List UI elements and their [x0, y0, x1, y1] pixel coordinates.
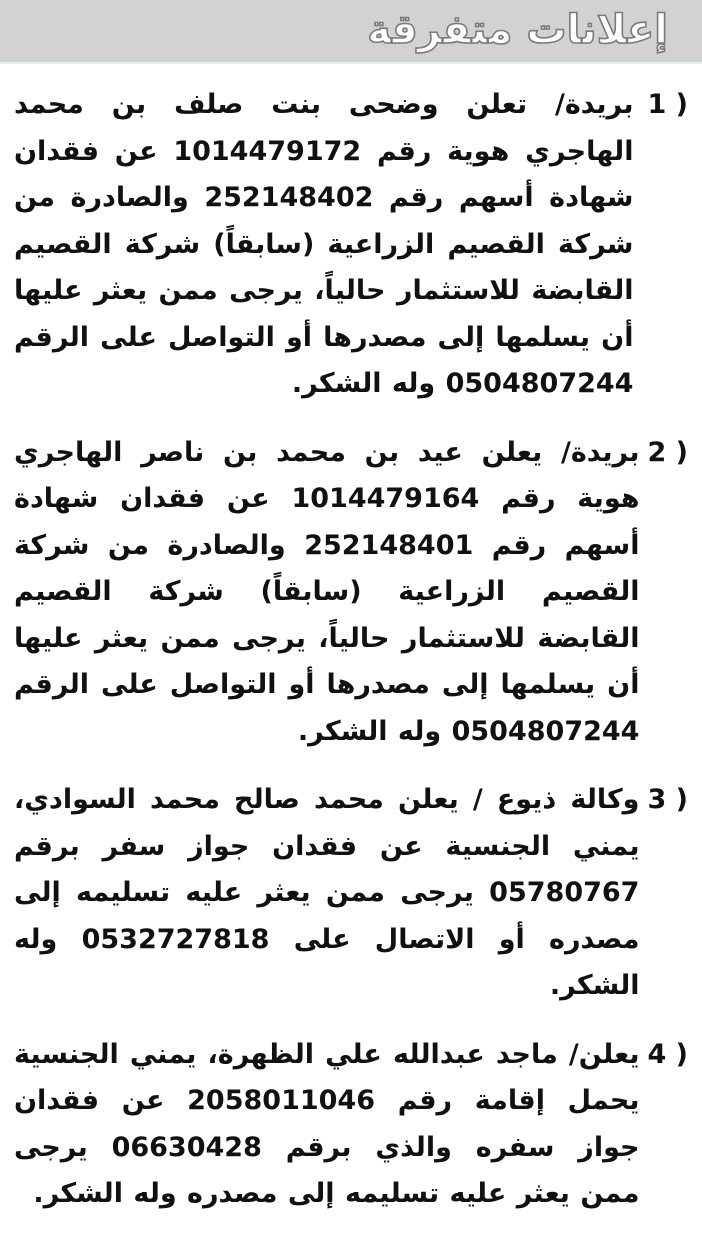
ad-number: 3 ): [647, 784, 688, 815]
ad-number: 2 ): [647, 436, 688, 468]
ad-text: وكالة ذيوع / يعلن محمد صالح محمد السوادي، يمني الجنسية عن فقدان جواز سفر برقم 05780767 يرجى ممن يعثر عليه تسليمه إلى مصدره أو الاتصال على 0532727818 وله الشكر.: [14, 784, 640, 1001]
ad-number: 1 ): [647, 89, 688, 120]
classifieds-list: [14, 82, 688, 1240]
section-header: [0, 0, 702, 64]
classified-ad: [14, 777, 688, 1010]
classified-ad: [14, 82, 688, 408]
section-title: إعلانات متفرقة: [367, 7, 668, 53]
ad-text: بريدة/ تعلن وضحى بنت صلف بن محمد الهاجري هوية رقم 1014479172 عن فقدان شهادة أسهم رقم 252148402 والصادرة من شركة القصيم الزراعية (سابقاً) شركة القصيم القابضة للاستثمار حالياً، يرجى ممن يعثر عليها أن يسلمها إلى مصدرها أو التواصل على الرقم 0504807244 وله الشكر.: [14, 89, 634, 399]
classified-ad: [14, 1032, 688, 1218]
classified-ad: [14, 430, 688, 756]
ad-number: 4 ): [647, 1038, 688, 1070]
ad-text: بريدة/ يعلن عيد بن محمد بن ناصر الهاجري هوية رقم 1014479164 عن فقدان شهادة أسهم رقم 252148401 والصادرة من شركة القصيم الزراعية (سابقاً) شركة القصيم القابضة للاستثمار حالياً، يرجى ممن يعثر عليها أن يسلمها إلى مصدرها أو التواصل على الرقم 0504807244 وله الشكر.: [14, 436, 640, 747]
ad-text: يعلن/ ماجد عبدالله علي الظهرة، يمني الجنسية يحمل إقامة رقم 2058011046 عن فقدان جواز سفره والذي برقم 06630428 يرجى ممن يعثر عليه تسليمه إلى مصدره وله الشكر.: [14, 1038, 640, 1209]
